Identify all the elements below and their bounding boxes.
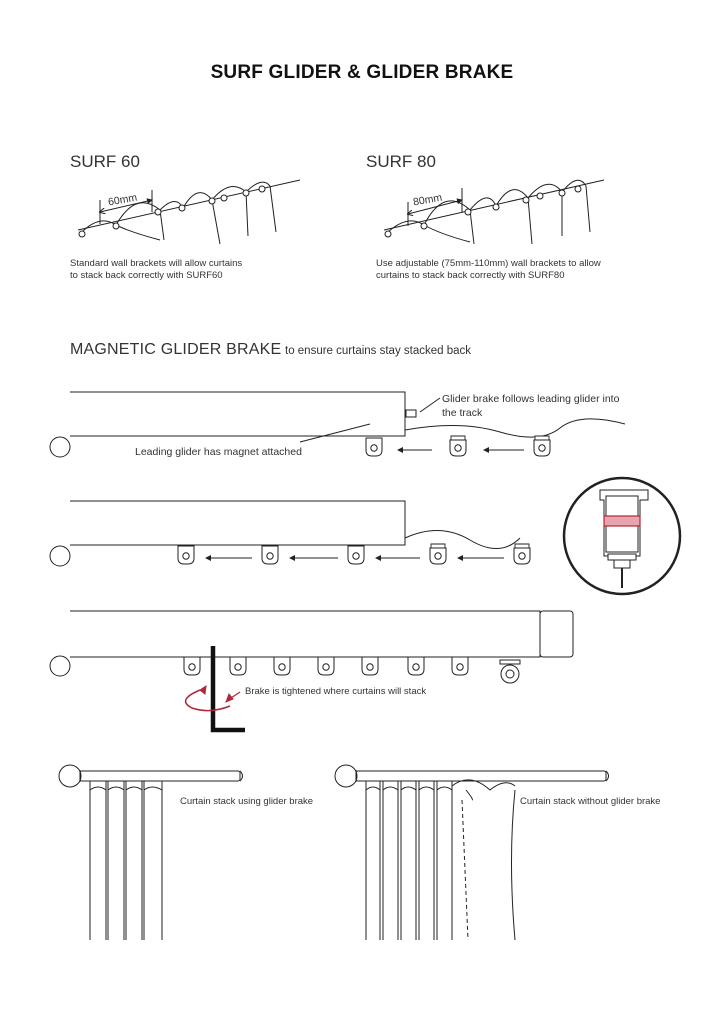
callout-follow-line2: the track (442, 407, 483, 419)
surf80-note-line1: Use adjustable (75mm-110mm) wall brackets to allow (376, 258, 601, 269)
surf60-dimension-label: 60mm (107, 191, 139, 209)
brake-subheading: to ensure curtains stay stacked back (285, 345, 472, 357)
stack-without-brake-illustration (335, 765, 609, 940)
surf80-illustration (384, 180, 604, 244)
surf80-dimension-label: 80mm (412, 191, 444, 209)
callout-follow-line1: Glider brake follows leading glider into (442, 393, 620, 405)
brake-heading: MAGNETIC GLIDER BRAKE (70, 341, 282, 358)
surf60-note-line2: to stack back correctly with SURF60 (70, 270, 223, 281)
surf80-note-line2: curtains to stack back correctly with SURF80 (376, 270, 565, 281)
surf60-note-line1: Standard wall brackets will allow curtains (70, 258, 243, 269)
surf80-heading: SURF 80 (366, 152, 436, 171)
step-2-illustration (50, 501, 530, 566)
step-3-illustration (50, 611, 573, 730)
surf60-heading: SURF 60 (70, 152, 140, 171)
stack-without-brake-label: Curtain stack without glider brake (520, 796, 661, 807)
callout-magnet: Leading glider has magnet attached (135, 446, 302, 458)
step-1-illustration (50, 392, 625, 457)
callout-tighten: Brake is tightened where curtains will stack (245, 686, 427, 697)
stack-with-brake-illustration (59, 765, 243, 940)
surf60-illustration (78, 180, 300, 244)
page-title: SURF GLIDER & GLIDER BRAKE (210, 62, 514, 83)
stack-with-brake-label: Curtain stack using glider brake (180, 796, 314, 807)
track-cross-section (564, 478, 680, 594)
